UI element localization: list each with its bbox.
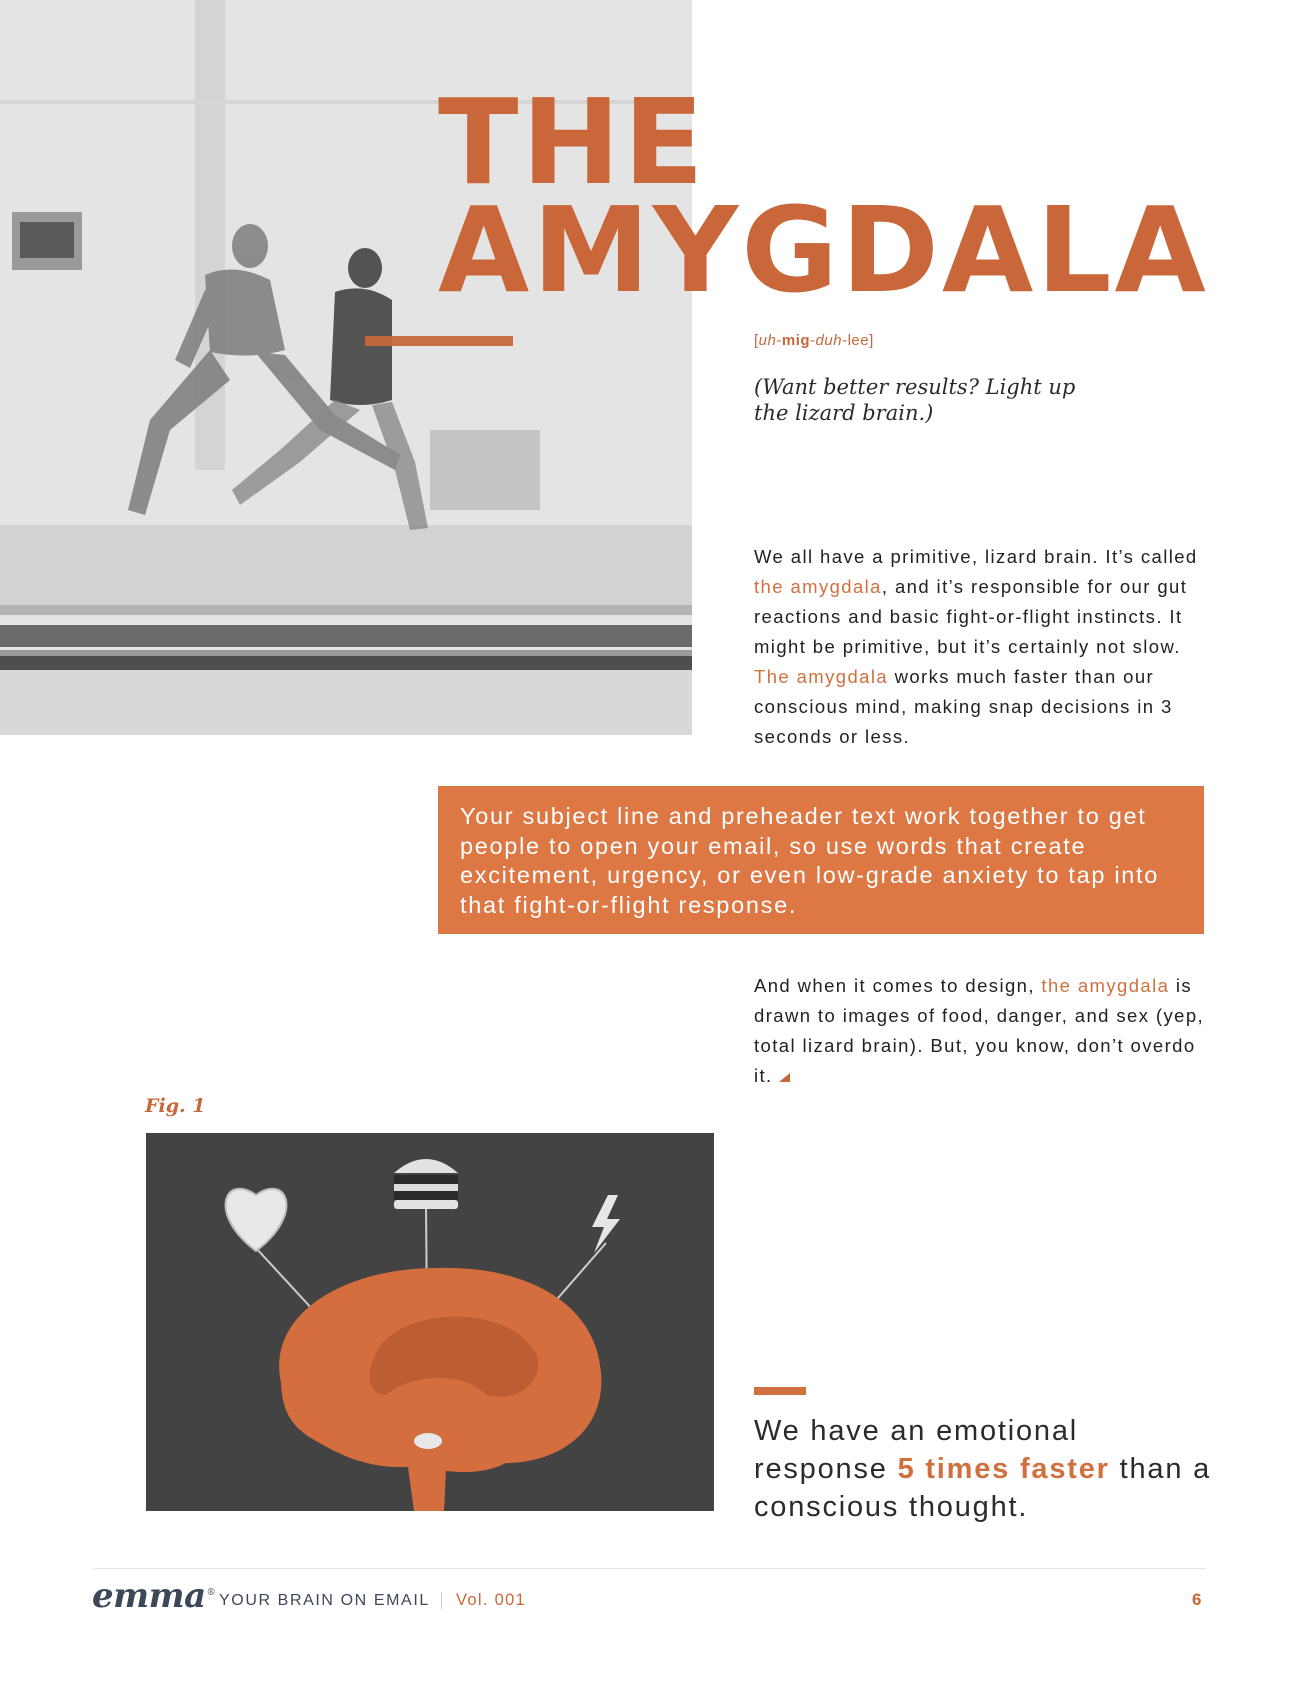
trademark-mark: ® <box>206 1587 216 1598</box>
text-run: is drawn to images of food, danger, and sex (yep, total lizard brain). But, you know, don’t overdo it. <box>754 975 1205 1086</box>
text-run: works much faster than our conscious mind, making snap decisions in 3 seconds or less. <box>754 666 1173 747</box>
intro-paragraph <box>754 542 1206 752</box>
figure-image <box>146 1133 714 1511</box>
text-run: than a conscious thought. <box>754 1453 1212 1523</box>
text-run: We all have a primitive, lizard brain. It’s called <box>754 546 1198 567</box>
burger-icon <box>394 1159 458 1209</box>
pronunciation-dash: - <box>842 332 848 349</box>
footer-divider <box>94 1568 1206 1569</box>
volume-label: Vol. 001 <box>456 1591 527 1609</box>
footer-separator <box>441 1592 442 1609</box>
stat-emphasis: 5 times faster <box>897 1453 1110 1485</box>
title-line-2: AMYGDALA <box>438 181 1209 319</box>
design-paragraph <box>754 971 1206 1091</box>
end-mark-icon <box>779 1073 790 1082</box>
pronunciation <box>754 332 874 349</box>
pronunciation-dash: - <box>810 332 816 349</box>
title-line-1: THE <box>438 73 707 211</box>
pronunciation-part: uh <box>758 332 777 349</box>
text-run: , and it’s responsible for our gut reactions and basic fight-or-flight instincts. It might be primitive, but it’s certainly not slow. <box>754 576 1188 657</box>
page-title <box>438 73 1209 319</box>
pronunciation-part: duh <box>815 332 843 349</box>
pronunciation-part: lee <box>847 332 870 349</box>
title-rule <box>365 336 513 346</box>
emma-logo <box>92 1576 215 1616</box>
page-number: 6 <box>1192 1590 1202 1609</box>
pronunciation-stress: mig <box>781 332 811 349</box>
text-run: And when it comes to design, <box>754 975 1042 996</box>
stat-quote <box>754 1412 1214 1526</box>
pronunciation-dash: - <box>776 332 782 349</box>
highlight-term: The amygdala <box>754 666 889 687</box>
figure-label: Fig. 1 <box>145 1095 206 1117</box>
pronunciation-bracket: [ <box>754 332 759 349</box>
subhead: (Want better results? Light up the lizard brain.) <box>754 375 1076 425</box>
highlight-term: the amygdala <box>1041 975 1170 996</box>
pronunciation-bracket: ] <box>869 332 874 349</box>
publication-title: YOUR BRAIN ON EMAIL <box>219 1592 430 1609</box>
stat-rule <box>754 1387 806 1395</box>
highlight-term: the amygdala <box>754 576 882 597</box>
text-run: We have an emotional response <box>754 1415 1079 1485</box>
logo-text: emma <box>92 1576 206 1616</box>
callout-box: Your subject line and preheader text work together to get people to open your email, so use words that create excitement, urgency, or even low-grade anxiety to tap into that fight-or-flight response. <box>438 786 1204 934</box>
